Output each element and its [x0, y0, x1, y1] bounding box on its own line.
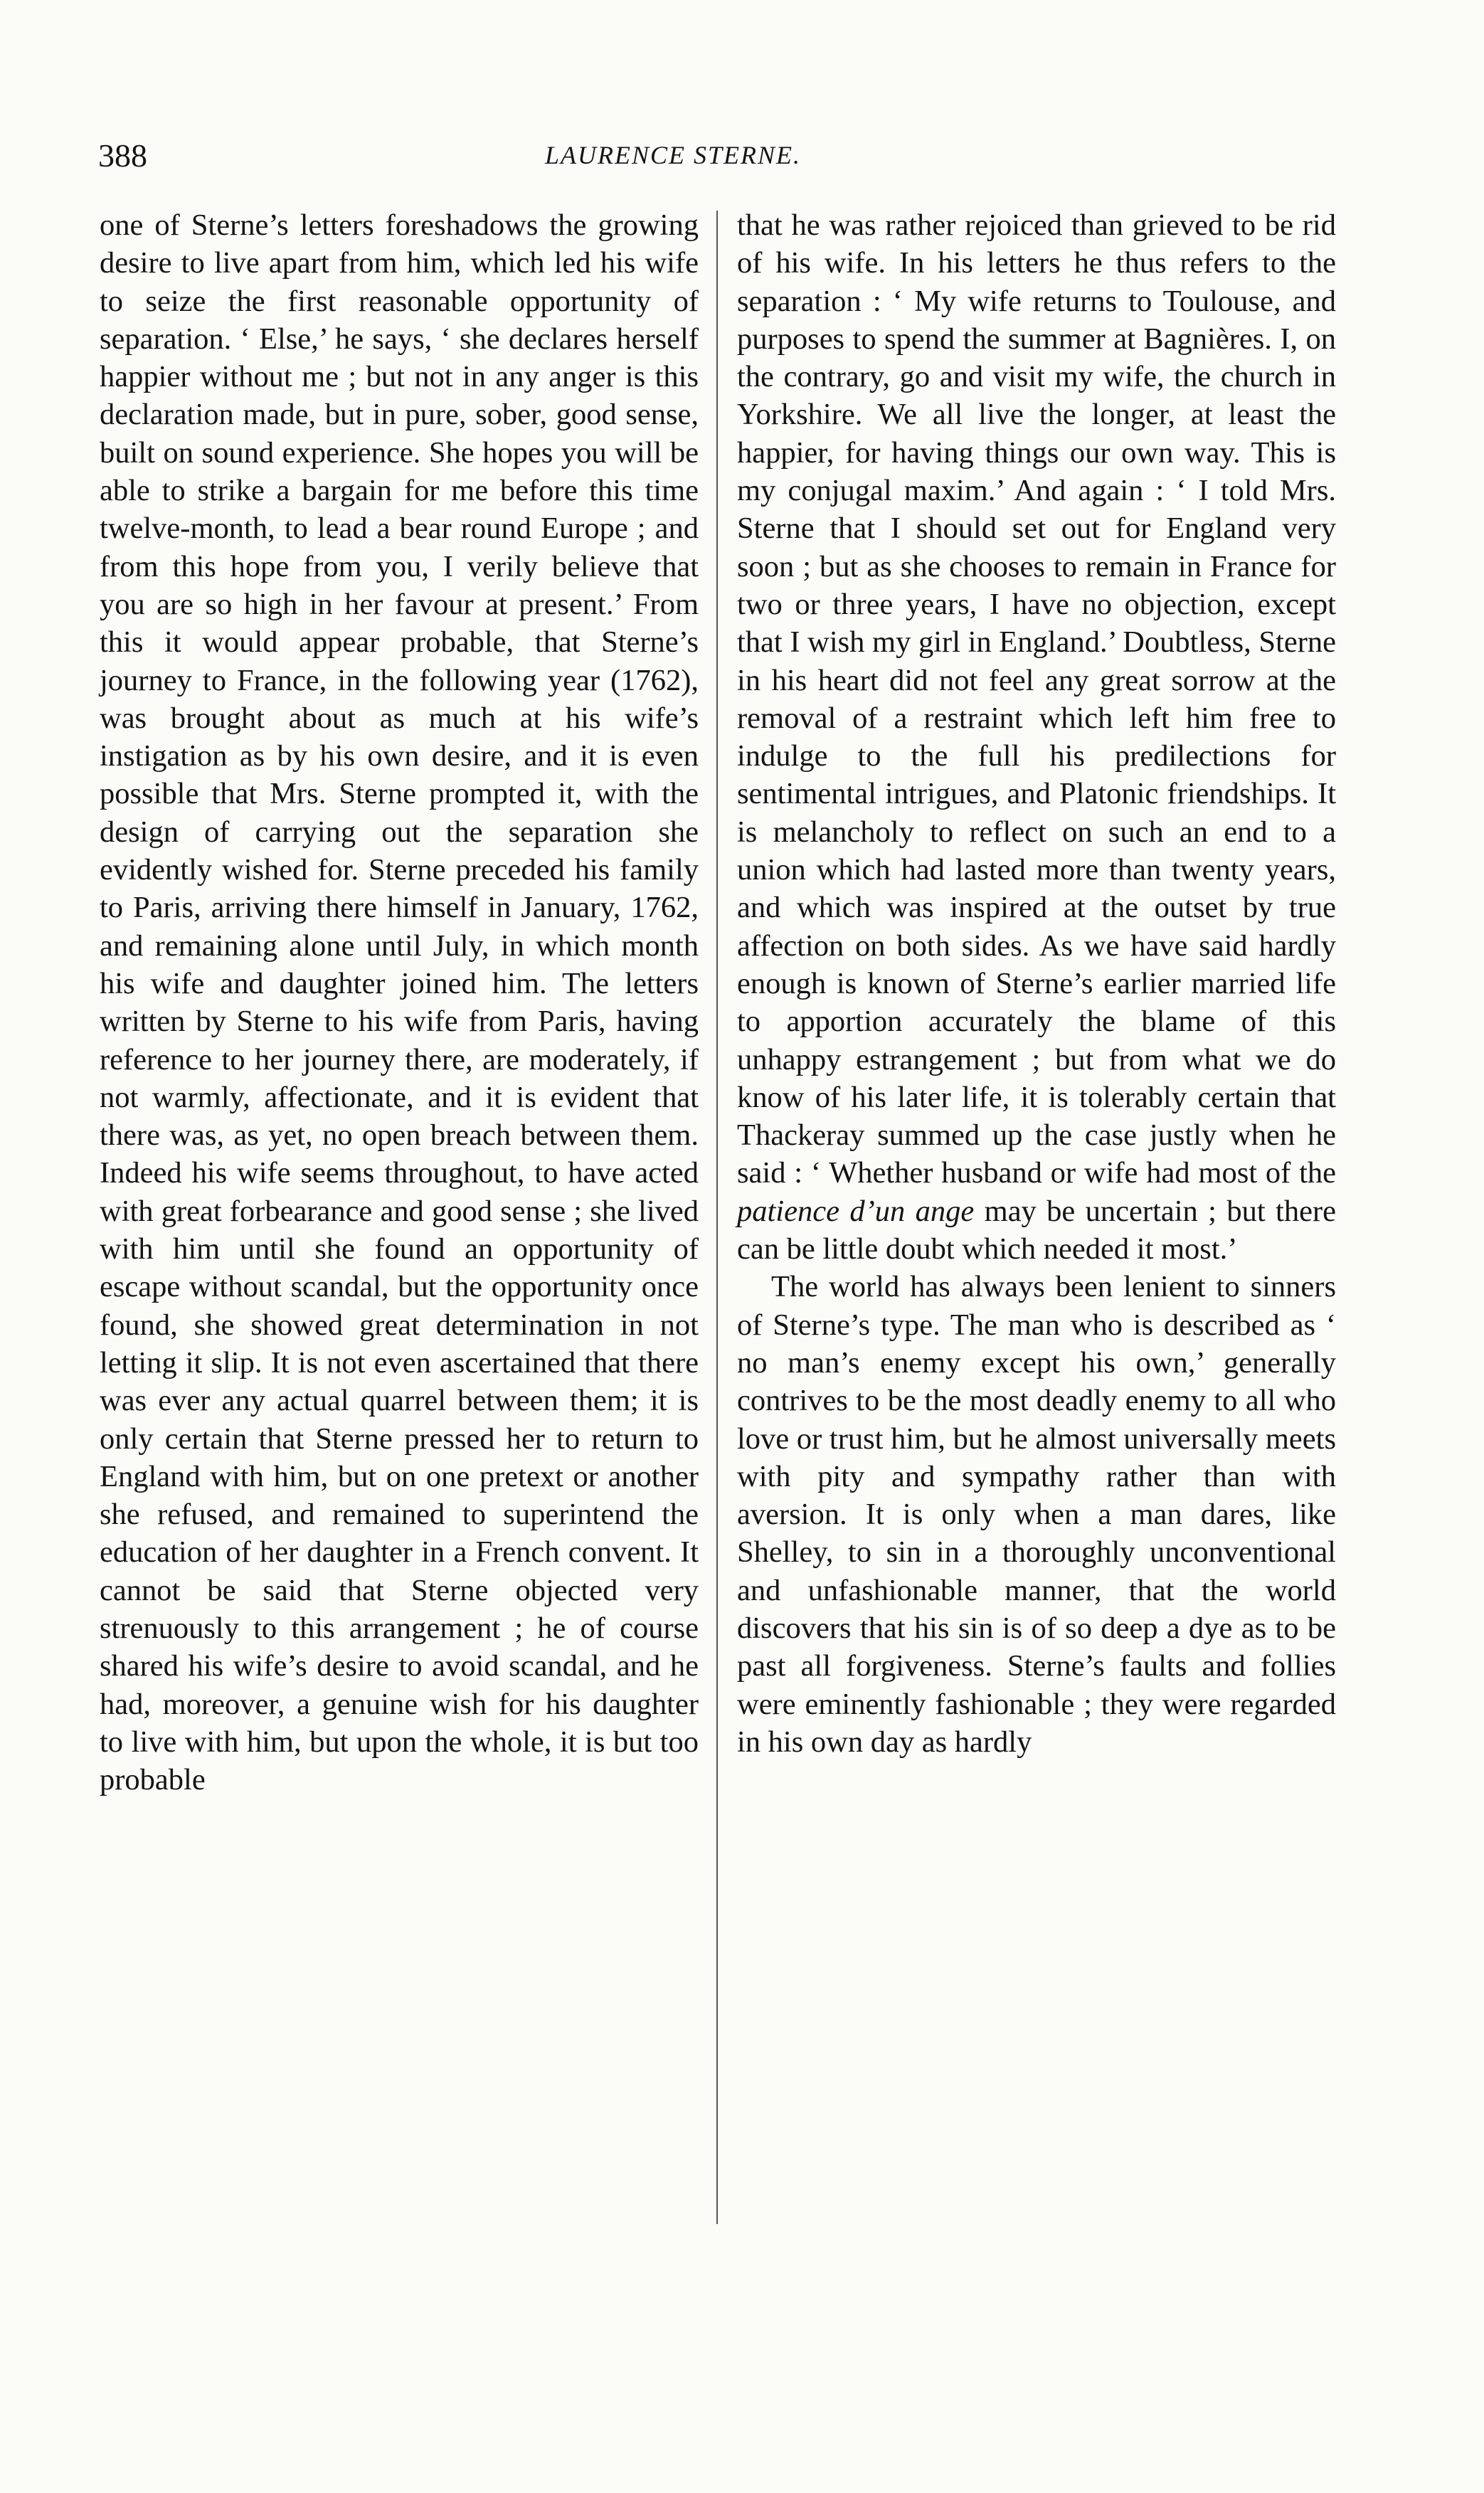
page-number: 388 — [98, 137, 147, 174]
italic-phrase: patience d’un ange — [737, 1194, 975, 1228]
right-paragraph-1-text: that he was rather rejoiced than grieved to be rid of his wife. In his letters he thus refers to the separation : ‘ My wife returns to Toulouse, and purposes to spend the summer at Bagnières. I, on the contrary, go and visit my wife, the church in Yorkshire. We all live the longer, at least the happier, for having things our own way. This is my conjugal maxim.’ And again : ‘ I told Mrs. Sterne that I should set out for England very soon ; but as she chooses to remain in France for two or three years, I have no objection, except that I wish my girl in England.’ Doubtless, Sterne in his heart did not feel any great sorrow at the removal of a restraint which left him free to indulge to the full his predilections for sentimental intrigues, and Platonic friendships. It is melancholy to reflect on such an end to a union which had lasted more than twenty years, and which was inspired at the outset by true affection on both sides. As we have said hardly enough is known of Sterne’s earlier married life to apportion accurately the blame of this unhappy estrangement ; but from what we do know of his later life, it is tolerably certain that Thackeray summed up the case justly when he said : ‘ Whether husband or wife had most of the — [737, 208, 1337, 1190]
running-title: LAURENCE STERNE. — [545, 141, 802, 169]
right-column — [737, 206, 1336, 1761]
right-paragraph-1-end: may be uncertain ; but there can be little doubt which needed it most.’ — [737, 1194, 1336, 1266]
column-divider — [716, 211, 718, 2224]
left-paragraph-1: one of Sterne’s letters foreshadows the growing desire to live apart from him, which led his wife to seize the first reasonable opportunity of separation. ‘ Else,’ he says, ‘ she declares herself happier without me ; but not in any anger is this declaration made, but in pure, sober, good sense, built on sound experience. She hopes you will be able to strike a bargain for me before this time twelve-month, to lead a bear round Europe ; and from this hope from you, I verily believe that you are so high in her favour at present.’ From this it would appear probable, that Sterne’s journey to France, in the following year (1762), was brought about as much at his wife’s instigation as by his own desire, and it is even possible that Mrs. Sterne prompted it, with the design of carrying out the separation she evidently wished for. Sterne preceded his family to Paris, arriving there himself in January, 1762, and remaining alone until July, in which month his wife and daughter joined him. The letters written by Sterne to his wife from Paris, having reference to her journey there, are moderately, if not warmly, affectionate, and it is evident that there was, as yet, no open breach between them. Indeed his wife seems throughout, to have acted with great forbearance and good sense ; she lived with him until she found an opportunity of escape without scandal, but the opportunity once found, she showed great determination in not letting it slip. It is not even ascertained that there was ever any actual quarrel between them; it is only certain that Sterne pressed her to return to England with him, but on one pretext or another she refused, and remained to superintend the education of her daughter in a French convent. It cannot be said that Sterne objected very strenuously to this arrangement ; he of course shared his wife’s desire to avoid scandal, and he had, moreover, a genuine wish for his daughter to live with him, but upon the whole, it is but too probable — [100, 208, 699, 1797]
right-paragraph-2: The world has always been lenient to sinners of Sterne’s type. The man who is described as ‘ no man’s enemy except his own,’ generally contrives to be the most deadly enemy to all who love or trust him, but he almost universally meets with pity and sympathy rather than with aversion. It is only when a man dares, like Shelley, to sin in a thoroughly unconventional and unfashionable manner, that the world discovers that his sin is of so deep a dye as to be past all forgiveness. Sterne’s faults and follies were eminently fashionable ; they were regarded in his own day as hardly — [737, 1270, 1336, 1759]
right-paragraph-1 — [737, 206, 1336, 1268]
left-column — [100, 206, 699, 1799]
